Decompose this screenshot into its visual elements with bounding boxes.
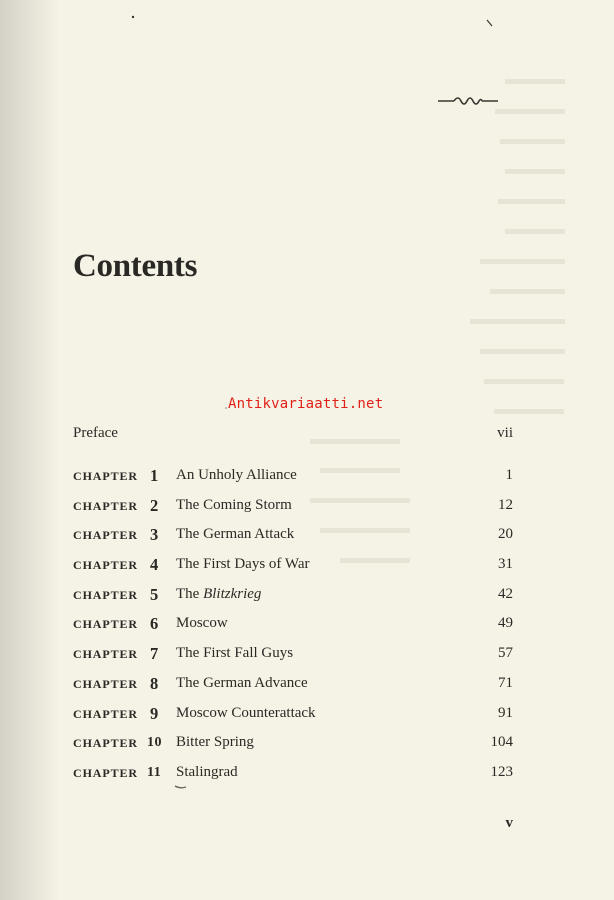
chapter-title-text: The <box>176 585 204 602</box>
chapter-title-text: The German Attack <box>176 526 295 543</box>
chapter-title <box>176 615 228 632</box>
chapter-label: CHAPTER <box>73 498 138 513</box>
chapter-page-number: 42 <box>498 585 513 602</box>
chapter-page-number: 91 <box>498 704 513 721</box>
toc-row <box>73 763 513 793</box>
chapter-label: CHAPTER <box>73 706 138 721</box>
chapter-title <box>176 675 308 692</box>
chapter-title <box>176 764 238 781</box>
toc-row <box>73 466 513 496</box>
preface-label: Preface <box>73 425 118 441</box>
seller-watermark: Antikvariaatti.net <box>228 396 384 412</box>
chapter-label: CHAPTER <box>73 647 138 662</box>
chapter-number: 8 <box>150 673 159 693</box>
toc-row <box>73 555 513 585</box>
chapter-page-number: 20 <box>498 526 513 543</box>
toc-row <box>73 704 513 734</box>
chapter-label: CHAPTER <box>73 558 138 573</box>
chapter-title <box>176 586 261 603</box>
chapter-label: CHAPTER <box>73 676 138 691</box>
chapter-title-text: Moscow Counterattack <box>176 704 316 721</box>
chapter-title-emphasis: Blitzkrieg <box>203 585 262 602</box>
toc-row <box>73 674 513 704</box>
chapter-title-text: The Coming Storm <box>176 496 292 513</box>
toc-row <box>73 644 513 674</box>
toc-row <box>73 496 513 526</box>
table-of-contents <box>73 466 513 793</box>
chapter-label: CHAPTER <box>73 765 138 780</box>
chapter-page-number: 1 <box>505 467 513 483</box>
chapter-number: 1 <box>150 466 159 485</box>
decorative-ornament <box>436 92 500 108</box>
page-folio: v <box>505 815 513 831</box>
chapter-page-number: 31 <box>498 556 513 573</box>
chapter-title <box>176 526 294 543</box>
chapter-number: 7 <box>150 644 159 664</box>
toc-row <box>73 525 513 555</box>
page-gutter-shadow <box>0 0 60 900</box>
chapter-title-text: The First Days of War <box>176 556 310 573</box>
chapter-title <box>176 734 254 751</box>
chapter-page-number: 57 <box>498 645 513 662</box>
toc-row <box>73 614 513 644</box>
chapter-title-text: The First Fall Guys <box>176 645 294 662</box>
toc-row <box>73 733 513 763</box>
toc-row <box>73 585 513 615</box>
contents-heading: Contents <box>73 248 198 284</box>
chapter-page-number: 12 <box>498 496 513 513</box>
chapter-number: 10 <box>147 735 162 751</box>
chapter-title-text: Stalingrad <box>176 763 238 780</box>
chapter-title-text: An Unholy Alliance <box>176 467 297 483</box>
preface-entry <box>73 425 513 447</box>
preface-page-number: vii <box>497 425 513 441</box>
chapter-number: 6 <box>150 614 159 634</box>
chapter-title <box>176 705 316 722</box>
chapter-title <box>176 645 293 662</box>
chapter-number: 9 <box>150 703 159 723</box>
chapter-title <box>176 497 292 514</box>
chapter-title <box>176 467 297 484</box>
chapter-label: CHAPTER <box>73 736 138 751</box>
chapter-label: CHAPTER <box>73 528 138 543</box>
chapter-label: CHAPTER <box>73 469 138 483</box>
chapter-page-number: 104 <box>490 734 513 751</box>
chapter-label: CHAPTER <box>73 617 138 632</box>
chapter-number: 5 <box>150 584 159 604</box>
chapter-page-number: 123 <box>490 763 513 780</box>
chapter-title-text: The German Advance <box>176 674 308 691</box>
chapter-number: 11 <box>147 764 162 780</box>
chapter-number: 4 <box>150 555 159 575</box>
chapter-number: 3 <box>150 525 159 545</box>
chapter-label: CHAPTER <box>73 587 138 602</box>
chapter-title-text: Moscow <box>176 615 228 632</box>
chapter-number: 2 <box>150 495 159 515</box>
chapter-page-number: 71 <box>498 674 513 691</box>
chapter-title <box>176 556 310 573</box>
chapter-title-text: Bitter Spring <box>176 734 254 751</box>
chapter-page-number: 49 <box>498 615 513 632</box>
